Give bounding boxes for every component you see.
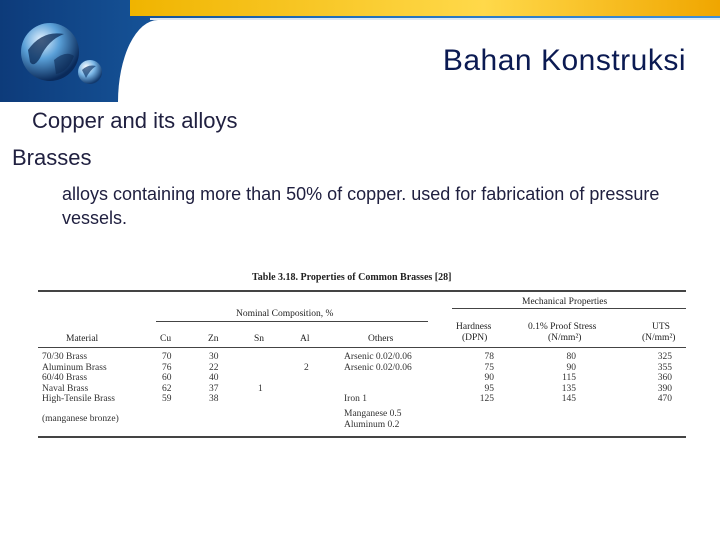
cell-cu: 76 [162,362,172,373]
header-hardness-unit: (DPN) [462,333,488,343]
cell-uts: 360 [657,373,672,383]
cell-others: Arsenic 0.02/0.06 [344,362,412,373]
header-cu: Cu [160,334,172,344]
cell-proof: 135 [561,383,576,394]
cell-zn: 30 [209,352,219,362]
nominal-rule [156,321,428,322]
cell-cu: 59 [162,394,172,404]
cell-cu: 60 [162,373,172,383]
table-top-rule [38,290,686,292]
header-zn: Zn [208,334,219,344]
cell-zn: 38 [209,394,219,404]
slide-subheading: Brasses [12,145,92,170]
table-bottom-rule [38,436,686,438]
group-mechanical: Mechanical Properties [522,297,608,307]
cell-hardness: 95 [484,383,494,394]
cell-zn: 22 [209,362,219,373]
others-continuation-2: Aluminum 0.2 [344,420,400,430]
cell-material: Aluminum Brass [42,362,107,373]
table-caption: Table 3.18. Properties of Common Brasses [28] [252,272,452,283]
globe-icon [18,20,108,90]
header-material: Material [66,334,99,344]
cell-proof: 90 [566,362,576,373]
mechanical-rule [452,308,686,309]
cell-hardness: 78 [484,352,494,362]
slide-paragraph: alloys containing more than 50% of copper. used for fabrication of pressure vessels. [62,184,660,228]
header-al: Al [300,334,310,344]
cell-uts: 390 [657,383,672,394]
cell-hardness: 90 [484,373,494,383]
header-proof-unit: (N/mm²) [548,333,582,343]
banner-ribbon [130,0,720,16]
cell-cu: 70 [162,352,172,362]
header-proof: 0.1% Proof Stress [528,322,597,332]
cell-others: Arsenic 0.02/0.06 [344,352,412,362]
cell-uts: 355 [657,362,672,373]
cell-zn: 37 [209,383,219,394]
brasses-table [38,268,686,444]
header-others: Others [368,334,394,344]
material-continuation: (manganese bronze) [42,414,119,424]
cell-al: 2 [304,362,309,373]
cell-cu: 62 [162,383,172,394]
cell-uts: 470 [657,394,672,404]
slide-heading: Copper and its alloys [32,108,238,133]
cell-hardness: 125 [479,394,494,404]
cell-proof: 115 [562,373,576,383]
group-nominal: Nominal Composition, % [236,309,334,319]
cell-material: 70/30 Brass [42,352,88,362]
cell-sn: 1 [258,383,263,394]
cell-material: 60/40 Brass [42,373,88,383]
header-sn: Sn [254,334,265,344]
cell-material: High-Tensile Brass [42,394,115,404]
cell-hardness: 75 [484,362,494,373]
others-continuation-1: Manganese 0.5 [344,409,402,419]
slide-title: Bahan Konstruksi [442,44,686,77]
cell-proof: 145 [561,394,576,404]
header-uts: UTS [652,322,670,332]
header-rule [38,347,686,348]
header-hardness: Hardness [456,322,492,332]
cell-zn: 40 [209,373,219,383]
cell-uts: 325 [657,352,672,362]
cell-proof: 80 [566,352,576,362]
cell-others: Iron 1 [344,394,367,404]
header-uts-unit: (N/mm²) [642,333,676,343]
cell-material: Naval Brass [42,383,89,394]
